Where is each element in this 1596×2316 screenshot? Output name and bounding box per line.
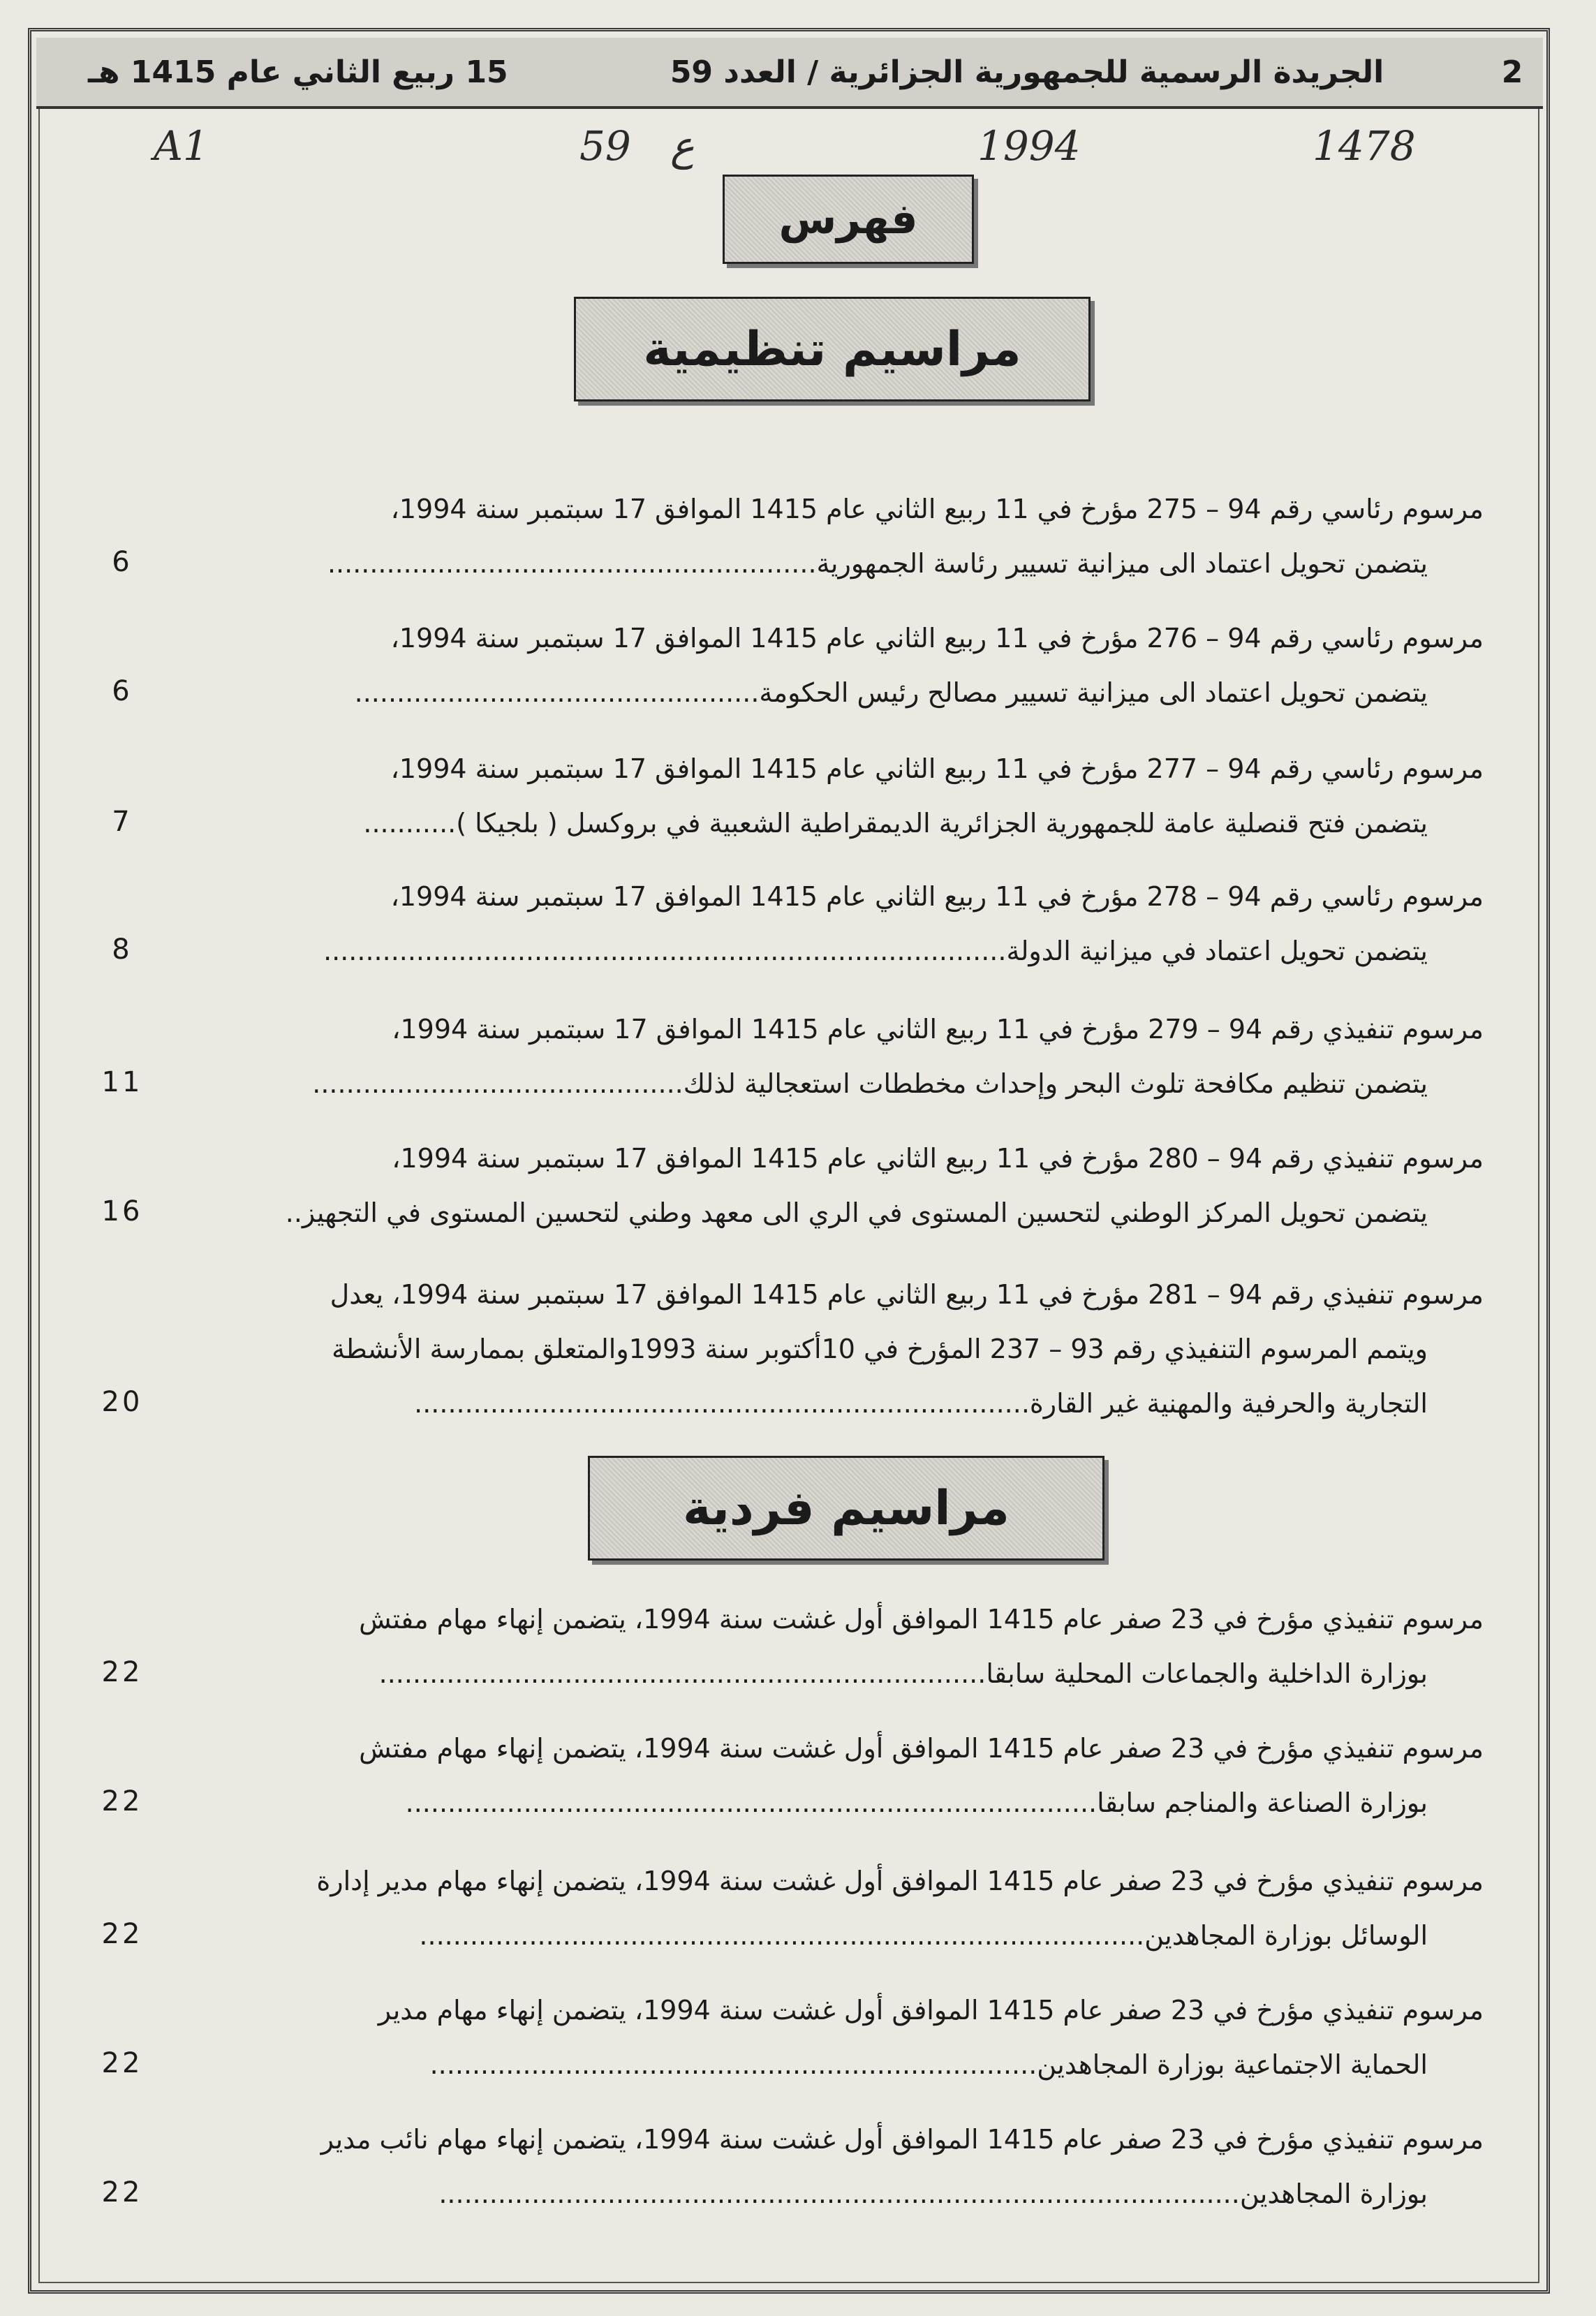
toc-entry[interactable] [91, 1983, 1536, 2088]
section-title-regulatory [574, 297, 1091, 401]
toc-entry[interactable] [91, 611, 1536, 716]
handwritten-mark: 1994 [977, 122, 1081, 170]
toc-entry[interactable] [91, 1267, 1536, 1428]
header-journal-title: الجريدة الرسمية للجمهورية الجزائرية / العدد 59 [670, 54, 1384, 90]
entry-line: مرسوم تنفيذي مؤرخ في 23 صفر عام 1415 الموافق أول غشت سنة 1994، يتضمن إنهاء مهام مفتش [359, 1604, 1484, 1635]
entry-text [161, 742, 1484, 850]
header-page-number: 2 [1501, 54, 1523, 90]
toc-entry[interactable] [91, 869, 1536, 974]
toc-entry[interactable] [91, 1002, 1536, 1107]
entry-page-number: 22 [101, 1656, 143, 1688]
entry-line: مرسوم تنفيذي مؤرخ في 23 صفر عام 1415 الموافق أول غشت سنة 1994، يتضمن إنهاء مهام مفتش [359, 1733, 1484, 1764]
entry-line: الحماية الاجتماعية بوزارة المجاهدين........................................................................ [429, 2049, 1428, 2080]
handwritten-mark: A1 [154, 122, 209, 170]
entry-line: مرسوم تنفيذي رقم 94 – 280 مؤرخ في 11 ربيع الثاني عام 1415 الموافق 17 سبتمبر سنة 1994، [392, 1143, 1484, 1174]
entry-line: مرسوم تنفيذي مؤرخ في 23 صفر عام 1415 الموافق أول غشت سنة 1994، يتضمن إنهاء مهام نائب مدير [320, 2124, 1484, 2155]
entry-line: يتضمن تنظيم مكافحة تلوث البحر وإحداث مخططات استعجالية لذلك............................................ [312, 1068, 1428, 1099]
entry-line: مرسوم رئاسي رقم 94 – 275 مؤرخ في 11 ربيع الثاني عام 1415 الموافق 17 سبتمبر سنة 1994، [390, 494, 1484, 524]
entry-text [161, 482, 1484, 591]
entry-page-number: 22 [101, 1785, 143, 1817]
entry-line: يتضمن تحويل اعتماد في ميزانية الدولة................................................................................. [323, 936, 1428, 966]
entry-line: الوسائل بوزارة المجاهدين...................................................................................... [419, 1920, 1428, 1951]
toc-entry[interactable] [91, 1131, 1536, 1236]
journal-header [36, 38, 1543, 109]
entry-line: مرسوم رئاسي رقم 94 – 276 مؤرخ في 11 ربيع الثاني عام 1415 الموافق 17 سبتمبر سنة 1994، [390, 623, 1484, 654]
header-hijri-date: 15 ربيع الثاني عام 1415 هـ [88, 54, 508, 90]
entry-text [161, 611, 1484, 720]
entry-text [161, 1131, 1484, 1240]
section-title-text: مراسيم تنظيمية [643, 321, 1021, 377]
entry-page-number: 22 [101, 2176, 143, 2208]
handwritten-mark: 59 [579, 122, 631, 170]
entry-line: يتضمن تحويل اعتماد الى ميزانية تسيير رئاسة الجمهورية.......................................................... [327, 548, 1428, 579]
entry-text [161, 1721, 1484, 1830]
entry-line: يتضمن فتح قنصلية عامة للجمهورية الجزائرية الديمقراطية الشعبية في بروكسل ( بلجيكا )........... [363, 808, 1428, 839]
entry-text [161, 2112, 1484, 2221]
entry-page-number: 22 [101, 1918, 143, 1950]
section-title-text: مراسيم فردية [683, 1480, 1010, 1536]
toc-entry[interactable] [91, 482, 1536, 587]
entry-page-number: 6 [112, 675, 133, 707]
entry-text [161, 1983, 1484, 2092]
entry-text [161, 1854, 1484, 1963]
handwritten-mark: ع [670, 122, 695, 170]
index-title [723, 175, 974, 264]
toc-entry[interactable] [91, 742, 1536, 846]
entry-line: مرسوم تنفيذي رقم 94 – 279 مؤرخ في 11 ربيع الثاني عام 1415 الموافق 17 سبتمبر سنة 1994، [392, 1014, 1484, 1045]
entry-page-number: 11 [101, 1066, 143, 1098]
entry-line: بوزارة الداخلية والجماعات المحلية سابقا........................................................................ [378, 1658, 1428, 1689]
entry-text [161, 1267, 1484, 1431]
entry-text [161, 1002, 1484, 1111]
entry-line: مرسوم تنفيذي رقم 94 – 281 مؤرخ في 11 ربيع الثاني عام 1415 الموافق 17 سبتمبر سنة 1994، يعدل [330, 1279, 1484, 1310]
entry-page-number: 22 [101, 2047, 143, 2079]
toc-entry[interactable] [91, 2112, 1536, 2217]
entry-page-number: 6 [112, 546, 133, 578]
entry-line: مرسوم تنفيذي مؤرخ في 23 صفر عام 1415 الموافق أول غشت سنة 1994، يتضمن إنهاء مهام مدير إدارة [316, 1866, 1484, 1896]
index-title-text: فهرس [778, 195, 918, 244]
handwritten-mark: 1478 [1313, 122, 1416, 170]
entry-text [161, 1592, 1484, 1701]
entry-line: بوزارة المجاهدين............................................................................................... [438, 2178, 1428, 2209]
entry-line: مرسوم رئاسي رقم 94 – 278 مؤرخ في 11 ربيع الثاني عام 1415 الموافق 17 سبتمبر سنة 1994، [390, 881, 1484, 912]
toc-entry[interactable] [91, 1592, 1536, 1697]
entry-page-number: 7 [112, 806, 133, 838]
section-title-individual [588, 1456, 1104, 1561]
toc-entry[interactable] [91, 1854, 1536, 1959]
entry-page-number: 16 [101, 1195, 143, 1227]
entry-line: يتضمن تحويل المركز الوطني لتحسين المستوى في الري الى معهد وطني لتحسين المستوى في التجهيز.. [285, 1197, 1428, 1228]
entry-page-number: 20 [101, 1386, 143, 1418]
entry-text [161, 869, 1484, 978]
entry-line: بوزارة الصناعة والمناجم سابقا.................................................................................. [405, 1787, 1428, 1818]
entry-line: مرسوم رئاسي رقم 94 – 277 مؤرخ في 11 ربيع الثاني عام 1415 الموافق 17 سبتمبر سنة 1994، [390, 753, 1484, 784]
toc-entry[interactable] [91, 1721, 1536, 1826]
entry-line: يتضمن تحويل اعتماد الى ميزانية تسيير مصالح رئيس الحكومة................................................ [354, 677, 1428, 708]
entry-line: ويتمم المرسوم التنفيذي رقم 93 – 237 المؤرخ في 10أكتوبر سنة 1993والمتعلق بممارسة الأنشطة [332, 1334, 1428, 1364]
entry-line: التجارية والحرفية والمهنية غير القارة......................................................................... [414, 1388, 1428, 1419]
entry-page-number: 8 [112, 934, 133, 966]
entry-line: مرسوم تنفيذي مؤرخ في 23 صفر عام 1415 الموافق أول غشت سنة 1994، يتضمن إنهاء مهام مدير [378, 1995, 1484, 2026]
